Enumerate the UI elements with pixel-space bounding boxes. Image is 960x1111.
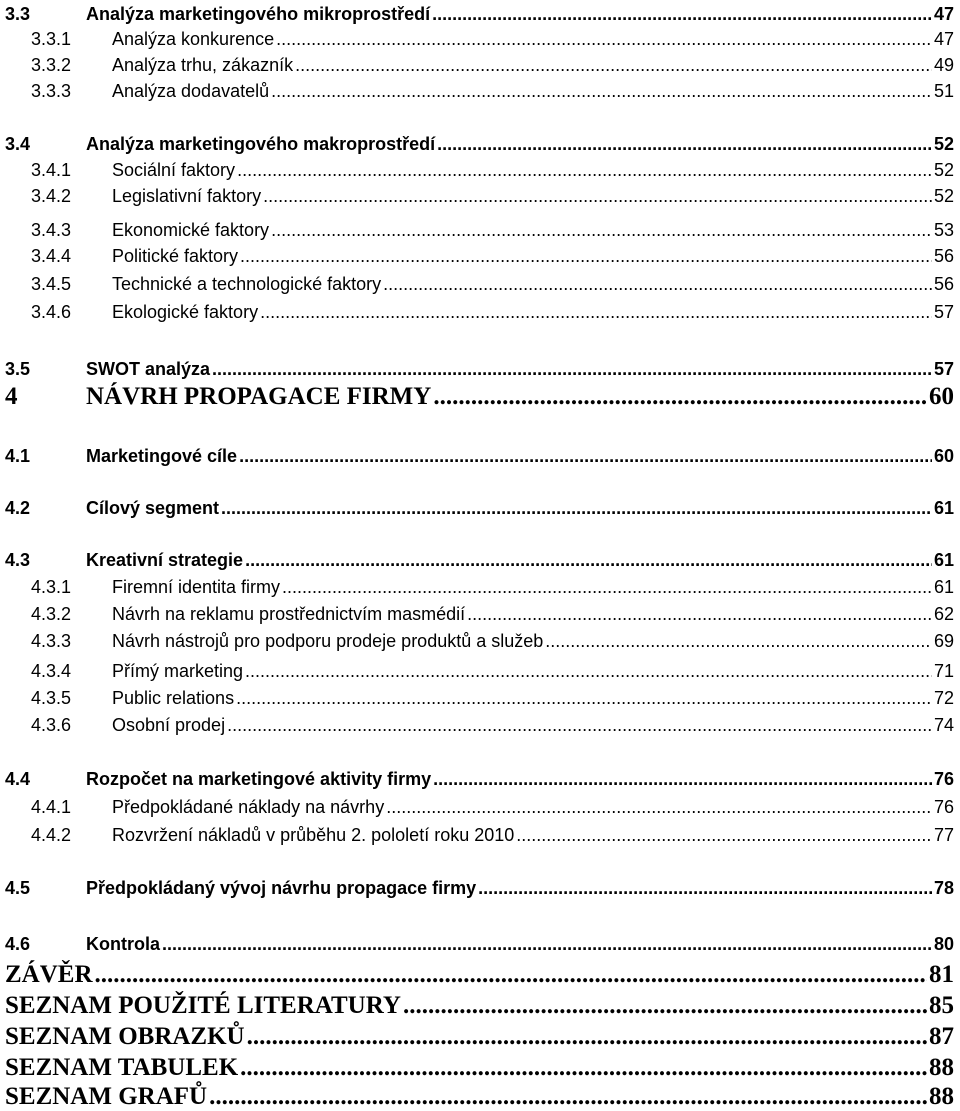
toc-entry-page: 51 <box>933 81 954 101</box>
toc-entry-page: 76 <box>933 797 954 817</box>
toc-entry-title: SEZNAM GRAFŮ <box>5 1083 208 1110</box>
toc-entry-page: 53 <box>933 220 954 240</box>
toc-entry-page: 60 <box>929 383 954 410</box>
toc-dot-leader <box>433 383 927 411</box>
toc-entry-number: 4.5 <box>5 878 31 898</box>
toc-entry-title: Předpokládaný vývoj návrhu propagace firmy <box>86 878 477 898</box>
toc-entry-page: 61 <box>933 577 954 597</box>
toc-entry[interactable] <box>5 878 954 899</box>
toc-entry[interactable] <box>5 769 954 790</box>
toc-dot-leader <box>245 550 932 571</box>
toc-entry-page: 88 <box>929 1054 954 1081</box>
toc-dot-leader <box>282 577 932 598</box>
toc-entry-title: Ekonomické faktory <box>112 220 270 240</box>
toc-dot-leader <box>383 274 932 295</box>
toc-entry-title: Firemní identita firmy <box>112 577 281 597</box>
toc-dot-leader <box>516 825 932 846</box>
toc-entry[interactable] <box>5 160 954 181</box>
toc-entry-page: 52 <box>933 160 954 180</box>
toc-dot-leader <box>432 4 932 25</box>
toc-dot-leader <box>403 992 927 1020</box>
toc-entry-page: 80 <box>933 934 954 954</box>
toc-dot-leader <box>247 1023 927 1051</box>
toc-entry-title: SEZNAM OBRAZKŮ <box>5 1023 245 1050</box>
toc-entry-number: 4.3.5 <box>31 688 72 708</box>
toc-entry[interactable] <box>5 498 954 519</box>
toc-entry[interactable] <box>5 274 954 295</box>
toc-entry-title: Sociální faktory <box>112 160 236 180</box>
toc-entry-page: 56 <box>933 246 954 266</box>
toc-entry[interactable] <box>5 1054 954 1082</box>
toc-dot-leader <box>260 302 932 323</box>
toc-entry[interactable] <box>5 29 954 50</box>
toc-entry-number: 4 <box>5 383 18 410</box>
toc-entry[interactable] <box>5 661 954 682</box>
toc-entry-title: Public relations <box>112 688 235 708</box>
toc-entry-title: Analýza dodavatelů <box>112 81 270 101</box>
toc-entry-page: 85 <box>929 992 954 1019</box>
toc-entry-page: 81 <box>929 961 954 988</box>
toc-entry-title: Rozvržení nákladů v průběhu 2. pololetí roku 2010 <box>112 825 515 845</box>
toc-entry[interactable] <box>5 715 954 736</box>
toc-entry[interactable] <box>5 134 954 155</box>
toc-entry-number: 4.3.1 <box>31 577 72 597</box>
toc-entry-number: 4.1 <box>5 446 31 466</box>
toc-entry-number: 4.6 <box>5 934 31 954</box>
toc-entry-page: 56 <box>933 274 954 294</box>
toc-dot-leader <box>237 160 932 181</box>
toc-dot-leader <box>162 934 932 955</box>
toc-entry[interactable] <box>5 81 954 102</box>
toc-entry-title: Kreativní strategie <box>86 550 244 570</box>
toc-dot-leader <box>227 715 932 736</box>
toc-entry-page: 57 <box>933 302 954 322</box>
toc-entry-number: 3.4.3 <box>31 220 72 240</box>
toc-entry-number: 3.4 <box>5 134 31 154</box>
toc-entry[interactable] <box>5 1023 954 1051</box>
toc-entry-number: 3.4.1 <box>31 160 72 180</box>
toc-entry-title: SEZNAM POUŽITÉ LITERATURY <box>5 992 401 1019</box>
toc-entry-page: 57 <box>933 359 954 379</box>
toc-dot-leader <box>240 1054 927 1082</box>
toc-entry-page: 88 <box>929 1083 954 1110</box>
toc-entry-title: Ekologické faktory <box>112 302 259 322</box>
toc-entry-number: 4.4.1 <box>31 797 72 817</box>
toc-dot-leader <box>245 661 932 682</box>
toc-entry-number: 3.4.5 <box>31 274 72 294</box>
toc-dot-leader <box>240 246 932 267</box>
toc-entry-title: SEZNAM TABULEK <box>5 1054 239 1081</box>
toc-entry-number: 4.4.2 <box>31 825 72 845</box>
toc-entry[interactable] <box>5 934 954 955</box>
toc-dot-leader <box>271 220 932 241</box>
toc-entry[interactable] <box>5 446 954 467</box>
toc-entry[interactable] <box>5 992 954 1020</box>
toc-entry-title: Marketingové cíle <box>86 446 238 466</box>
toc-entry-title: Cílový segment <box>86 498 220 518</box>
toc-entry-title: Osobní prodej <box>112 715 226 735</box>
toc-entry[interactable] <box>5 246 954 267</box>
toc-entry-page: 74 <box>933 715 954 735</box>
toc-entry-number: 4.3.3 <box>31 631 72 651</box>
toc-entry-title: Přímý marketing <box>112 661 244 681</box>
toc-entry-number: 4.3.4 <box>31 661 72 681</box>
toc-entry[interactable] <box>5 4 954 25</box>
toc-entry[interactable] <box>5 825 954 846</box>
toc-entry-title: Předpokládané náklady na návrhy <box>112 797 385 817</box>
toc-entry-number: 4.3 <box>5 550 31 570</box>
toc-entry-number: 4.4 <box>5 769 31 789</box>
toc-entry-page: 60 <box>933 446 954 466</box>
toc-entry-number: 3.3.1 <box>31 29 72 49</box>
toc-entry-number: 3.3.3 <box>31 81 72 101</box>
toc-entry[interactable] <box>5 604 954 625</box>
toc-dot-leader <box>239 446 932 467</box>
toc-entry-page: 87 <box>929 1023 954 1050</box>
toc-entry-number: 3.3 <box>5 4 31 24</box>
toc-entry-title: Analýza marketingového mikroprostředí <box>86 4 431 24</box>
toc-entry[interactable] <box>5 961 954 989</box>
toc-entry-title: SWOT analýza <box>86 359 211 379</box>
toc-entry-title: Analýza marketingového makroprostředí <box>86 134 436 154</box>
toc-entry[interactable] <box>5 550 954 571</box>
toc-entry[interactable] <box>5 797 954 818</box>
toc-entry[interactable] <box>5 359 954 380</box>
toc-dot-leader <box>467 604 932 625</box>
toc-dot-leader <box>276 29 932 50</box>
toc-entry-number: 3.5 <box>5 359 31 379</box>
toc-entry[interactable] <box>5 688 954 709</box>
toc-entry-page: 52 <box>933 134 954 154</box>
toc-entry-number: 3.4.4 <box>31 246 72 266</box>
toc-entry[interactable] <box>5 383 954 411</box>
toc-dot-leader <box>433 769 932 790</box>
toc-entry-number: 4.2 <box>5 498 31 518</box>
toc-entry-page: 72 <box>933 688 954 708</box>
toc-entry-title: Technické a technologické faktory <box>112 274 382 294</box>
toc-entry-page: 52 <box>933 186 954 206</box>
toc-entry-title: Rozpočet na marketingové aktivity firmy <box>86 769 432 789</box>
toc-entry-title: Kontrola <box>86 934 160 954</box>
toc-entry-page: 49 <box>933 55 954 75</box>
toc-dot-leader <box>295 55 932 76</box>
toc-dot-leader <box>545 631 932 652</box>
toc-entry-title: Návrh nástrojů pro podporu prodeje produktů a služeb <box>112 631 544 651</box>
toc-dot-leader <box>263 186 932 207</box>
toc-dot-leader <box>236 688 932 709</box>
toc-entry-page: 69 <box>933 631 954 651</box>
toc-entry[interactable] <box>5 631 954 652</box>
toc-entry-title: Analýza trhu, zákazník <box>112 55 294 75</box>
toc-entry-number: 3.4.2 <box>31 186 72 206</box>
toc-dot-leader <box>95 961 927 989</box>
toc-entry-page: 77 <box>933 825 954 845</box>
toc-entry-page: 47 <box>933 29 954 49</box>
toc-dot-leader <box>437 134 932 155</box>
toc-entry-number: 4.3.2 <box>31 604 72 624</box>
toc-entry-title: Legislativní faktory <box>112 186 262 206</box>
toc-entry-page: 62 <box>933 604 954 624</box>
toc-entry-page: 76 <box>933 769 954 789</box>
toc-dot-leader <box>212 359 932 380</box>
toc-entry-page: 47 <box>933 4 954 24</box>
toc-entry-number: 3.4.6 <box>31 302 72 322</box>
toc-entry-title: Politické faktory <box>112 246 239 266</box>
toc-entry-page: 78 <box>933 878 954 898</box>
toc-entry-title: ZÁVĚR <box>5 961 93 988</box>
toc-entry-title: NÁVRH PROPAGACE FIRMY <box>86 383 432 410</box>
toc-dot-leader <box>478 878 932 899</box>
toc-entry-page: 61 <box>933 550 954 570</box>
toc-dot-leader <box>271 81 932 102</box>
toc-entry-number: 4.3.6 <box>31 715 72 735</box>
toc-entry[interactable] <box>5 55 954 76</box>
toc-entry[interactable] <box>5 186 954 207</box>
toc-entry[interactable] <box>5 577 954 598</box>
toc-dot-leader <box>386 797 932 818</box>
toc-entry-number: 3.3.2 <box>31 55 72 75</box>
toc-entry-page: 71 <box>933 661 954 681</box>
toc-entry[interactable] <box>5 220 954 241</box>
toc-entry-title: Analýza konkurence <box>112 29 275 49</box>
toc-entry-title: Návrh na reklamu prostřednictvím masmédií <box>112 604 466 624</box>
toc-entry[interactable] <box>5 302 954 323</box>
toc-entry-page: 61 <box>933 498 954 518</box>
toc-dot-leader <box>221 498 932 519</box>
